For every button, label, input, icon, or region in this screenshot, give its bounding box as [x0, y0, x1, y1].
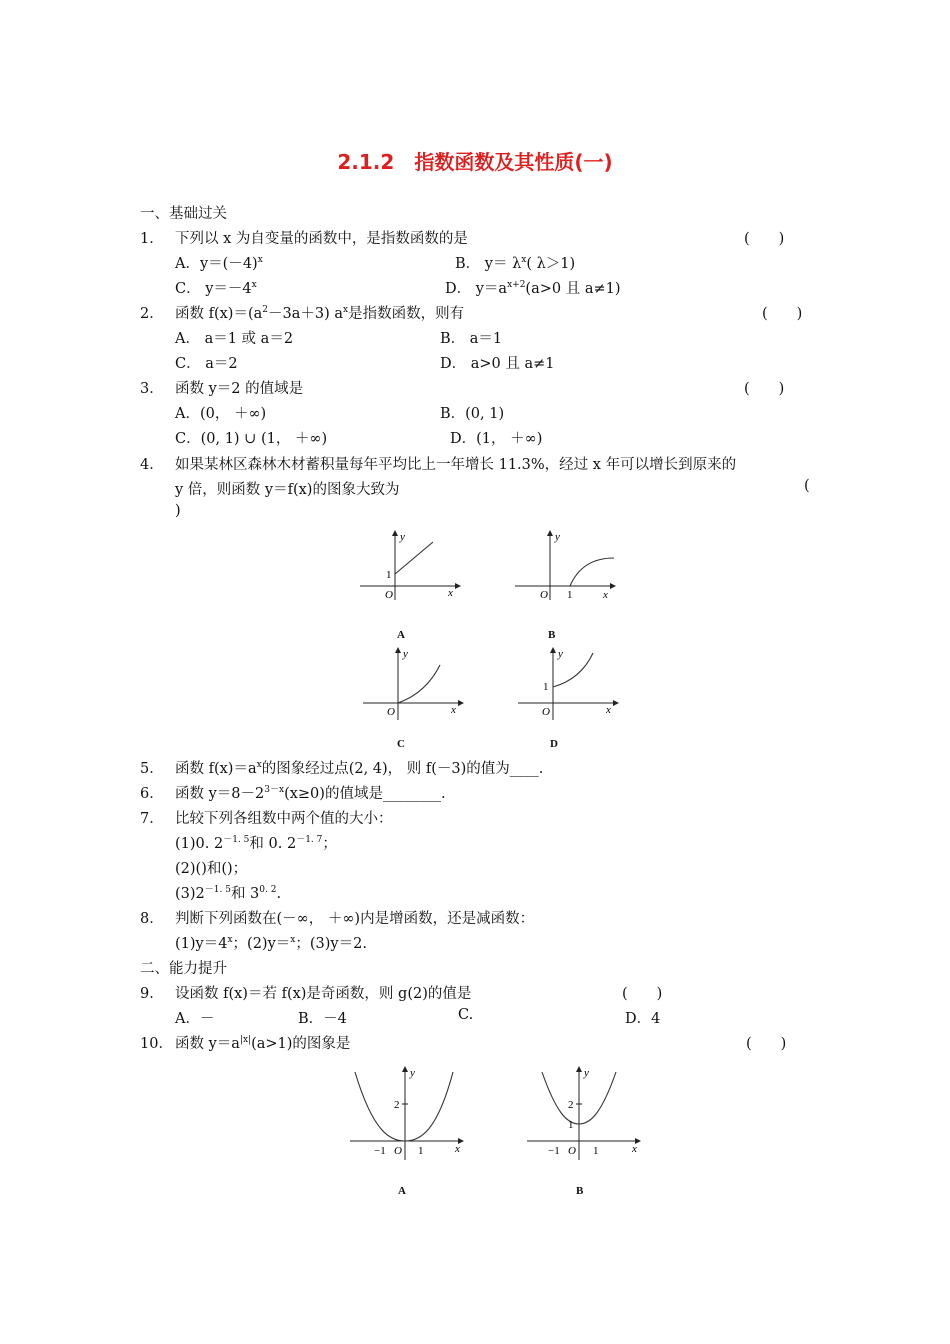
x-axis-label: x — [455, 1143, 460, 1155]
q4-graph-d — [513, 645, 623, 723]
q6-number: 6． — [140, 786, 164, 802]
q7-part-3: $(3)2^{-1. 5}$和 $3^{0. 2}$. — [175, 885, 282, 902]
q7-part-1: (1)0. $2^{-1. 5}$和 0. $2^{-1. 7}$； — [175, 835, 337, 852]
x-neg-one-label: −1 — [374, 1145, 386, 1157]
q1-option-b: B． $y= \lambda^x$( λ＞1) — [455, 255, 576, 272]
q8-stem: 判断下列函数在(－∞， ＋∞)内是增函数，还是减函数： — [175, 911, 535, 927]
q9-option-d: D．4 — [625, 1011, 661, 1027]
q9-answer-paren: ( ) — [622, 986, 663, 1002]
q9-number: 9． — [140, 986, 164, 1002]
q2-option-a: A． a＝1 或 a＝2 — [175, 331, 294, 347]
q4-stem-line2: y 倍，则函数 y＝f(x)的图象大致为 — [175, 482, 400, 498]
q3-option-d: D．(1， ＋∞) — [450, 431, 543, 447]
q8-number: 8． — [140, 911, 164, 927]
q9-option-c: C. — [458, 1007, 474, 1023]
x-axis-label: x — [603, 589, 608, 601]
q7-number: 7． — [140, 811, 164, 827]
q9-option-a: A．－ — [175, 1011, 215, 1027]
q10-graph-b — [522, 1062, 647, 1162]
section-heading-advanced: 二、能力提升 — [140, 961, 227, 977]
q4-paren-open: ( — [804, 478, 810, 494]
y-intercept-label: 1 — [386, 569, 392, 581]
q2-number: 2． — [140, 306, 164, 322]
q4-graph-d-caption: D — [550, 738, 558, 750]
q10-graph-a-caption: A — [398, 1185, 406, 1197]
q4-graph-b-caption: B — [548, 629, 556, 641]
y-two-label: 2 — [568, 1099, 574, 1111]
q8-parts: $(1)y=4^x$；(2)y＝$^x$；(3)y＝2. — [175, 935, 367, 952]
q10-stem: 函数 $y=a^{|x|}(a>1)$的图象是 — [175, 1035, 351, 1052]
q9-stem: 设函数 f(x)＝若 f(x)是奇函数，则 g(2)的值是 — [175, 986, 472, 1002]
x-axis-label: x — [632, 1143, 637, 1155]
origin-label: O — [394, 1145, 402, 1157]
x-axis-label: x — [606, 704, 611, 716]
q9-option-b: B．－4 — [298, 1011, 347, 1027]
q4-graph-c — [358, 645, 468, 723]
q3-number: 3． — [140, 381, 164, 397]
q3-option-c: C．(0, 1) ∪ (1， ＋∞) — [175, 431, 328, 447]
origin-label: O — [568, 1145, 576, 1157]
y-axis-label: y — [584, 1067, 589, 1079]
q7-stem: 比较下列各组数中两个值的大小： — [175, 811, 393, 827]
q4-stem-line1: 如果某林区森林木材蓄积量每年平均比上一年增长 11.3%，经过 x 年可以增长到原来的 — [175, 457, 737, 473]
origin-label: O — [387, 706, 395, 718]
q4-graph-b — [510, 528, 620, 603]
q7-part-2: (2)()和()； — [175, 861, 248, 877]
q1-number: 1． — [140, 231, 164, 247]
q10-number: 10． — [140, 1036, 173, 1052]
q2-option-c: C． a＝2 — [175, 356, 238, 372]
x-one-label: 1 — [593, 1145, 599, 1157]
y-one-label: 1 — [568, 1119, 574, 1131]
q2-option-d: D． a>0 且 a≠1 — [440, 356, 555, 372]
q4-graph-a-caption: A — [397, 629, 405, 641]
y-axis-label: y — [410, 1067, 415, 1079]
q2-stem: 函数 $f(x)=(a^2-3a+3)$ $a^x$是指数函数，则有 — [175, 305, 465, 322]
q10-graph-b-caption: B — [576, 1185, 584, 1197]
y-axis-label: y — [555, 531, 560, 543]
q3-option-b: B．(0, 1) — [440, 406, 505, 422]
x-axis-label: x — [448, 587, 453, 599]
q5-number: 5． — [140, 761, 164, 777]
y-axis-label: y — [403, 648, 408, 660]
q3-option-a: A．(0， ＋∞) — [175, 406, 267, 422]
q4-graph-c-caption: C — [397, 738, 405, 750]
q4-graph-a — [355, 528, 465, 603]
q10-graph-a — [345, 1062, 470, 1162]
origin-label: O — [542, 706, 550, 718]
y-axis-label: y — [558, 648, 563, 660]
x-one-label: 1 — [418, 1145, 424, 1157]
y-intercept-label: 1 — [543, 681, 549, 693]
q4-paren-close: ) — [175, 503, 181, 519]
q1-option-c: C． $y=-4^x$ — [175, 280, 257, 297]
q3-stem: 函数 y＝2 的值域是 — [175, 381, 304, 397]
q2-answer-paren: ( ) — [762, 306, 803, 322]
x-axis-label: x — [451, 704, 456, 716]
y-two-label: 2 — [394, 1099, 400, 1111]
x-neg-one-label: −1 — [548, 1145, 560, 1157]
q4-number: 4． — [140, 457, 164, 473]
origin-label: O — [540, 589, 548, 601]
section-heading-basic: 一、基础过关 — [140, 206, 227, 222]
page-title: 2.1.2 指数函数及其性质(一) — [337, 150, 613, 174]
q6-stem: 函数 $y=8-2^{3-x}(x\ge 0)$的值域是________. — [175, 785, 446, 802]
origin-label: O — [385, 589, 393, 601]
q3-answer-paren: ( ) — [744, 381, 785, 397]
q10-answer-paren: ( ) — [746, 1036, 787, 1052]
q1-stem: 下列以 x 为自变量的函数中，是指数函数的是 — [175, 231, 468, 247]
q1-option-d: D． $y=a^{x+2}(a>0$ 且 a≠1) — [445, 280, 621, 297]
q5-stem: 函数 $f(x)=a^x$的图象经过点(2, 4)， 则 f(－3)的值为____. — [175, 760, 544, 777]
q1-answer-paren: ( ) — [744, 231, 785, 247]
q1-option-a: A．$y=(-4)^x$ — [175, 255, 263, 272]
x-start-label: 1 — [567, 589, 573, 601]
y-axis-label: y — [400, 531, 405, 543]
q2-option-b: B． a＝1 — [440, 331, 503, 347]
